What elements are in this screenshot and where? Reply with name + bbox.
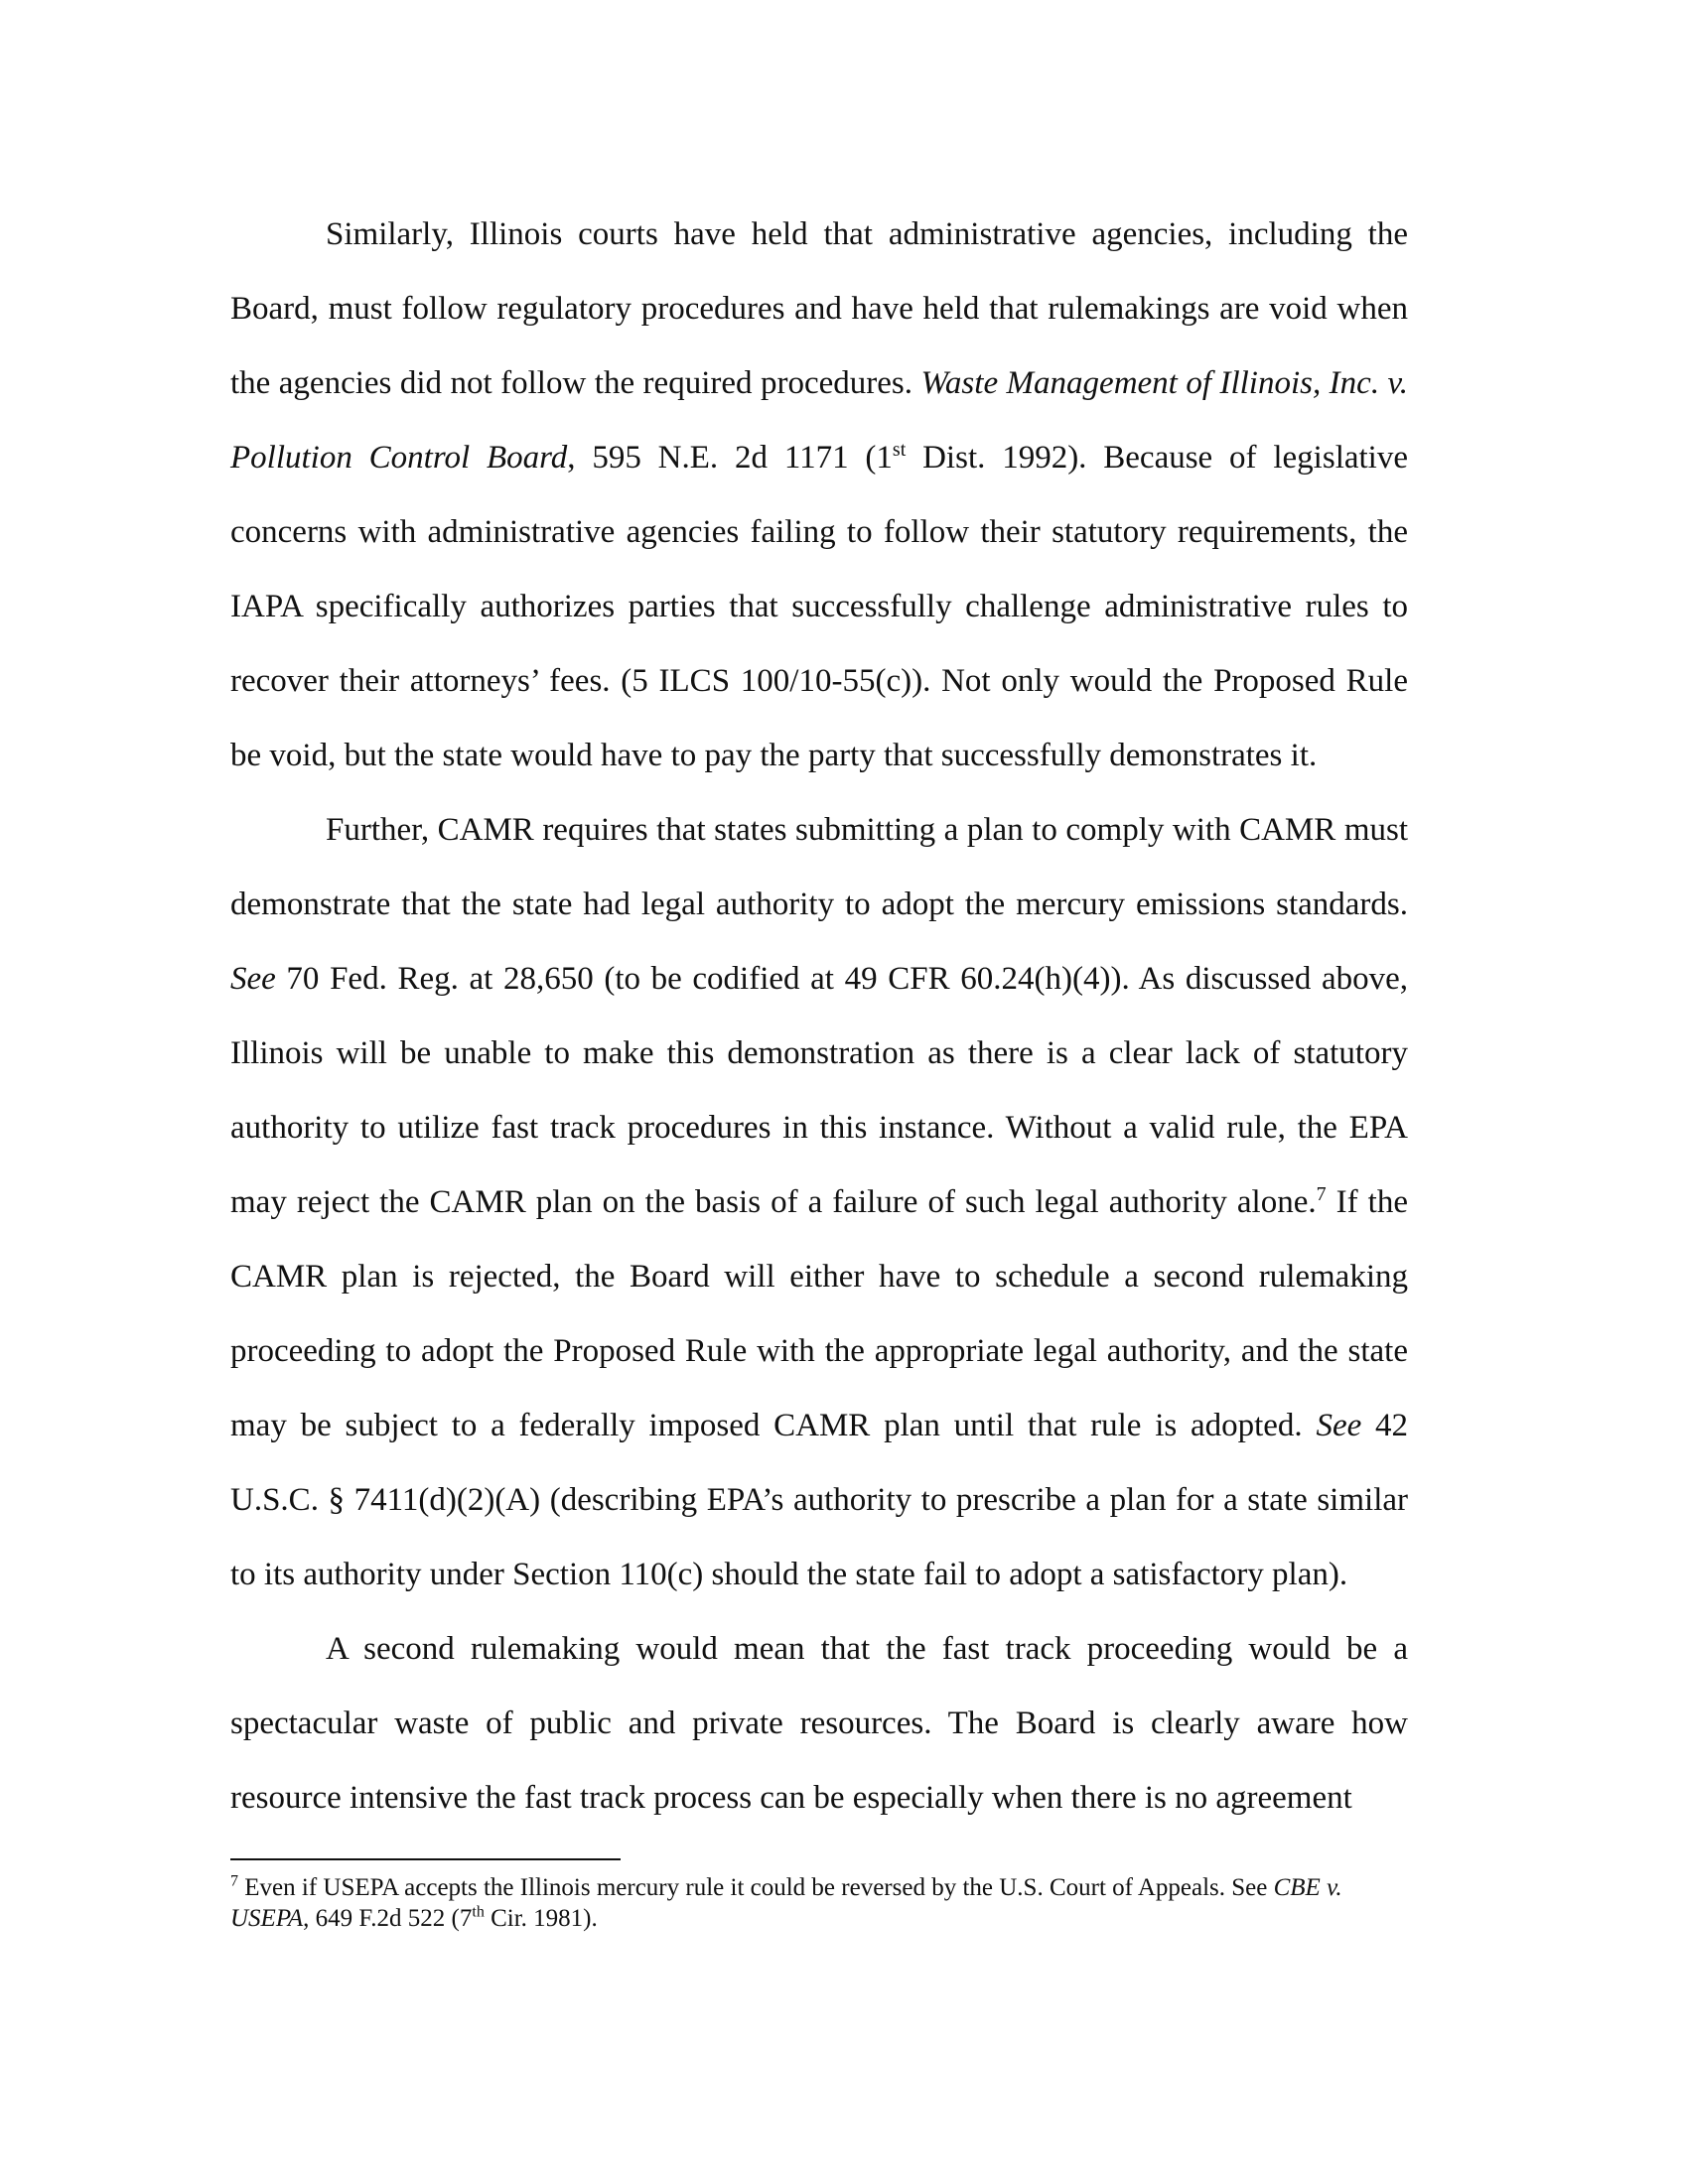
citation-signal: See bbox=[230, 961, 276, 997]
paragraph-text: Similarly, Illinois courts have held that administrative agencies, including the Board, must follow regulatory procedures and have held that rulemakings are void when the agencies did not follow the required procedures. bbox=[230, 216, 1408, 401]
paragraph-text: 70 Fed. Reg. at 28,650 (to be codified at 49 CFR 60.24(h)(4)). As discussed above, Illinois will be unable to make this demonstration as there is a clear lack of statutory authority to utilize fast track procedures in this instance. Without a valid rule, the EPA may reject the CAMR plan on the basis of a failure of such legal authority alone. bbox=[230, 961, 1408, 1220]
case-citation: CBE v. USEPA bbox=[230, 1874, 1342, 1932]
case-citation: Waste Management of Illinois, Inc. v. Pollution Control Board bbox=[230, 365, 1408, 476]
paragraph-text: If the CAMR plan is rejected, the Board will either have to schedule a second rulemaking proceeding to adopt the Proposed Rule with the appropriate legal authority, and the state may be subject to a federally imposed CAMR plan until that rule is adopted. bbox=[230, 1184, 1408, 1443]
footnote bbox=[230, 1872, 1408, 1934]
footnote-separator bbox=[230, 1858, 621, 1860]
paragraph-text: , 595 N.E. 2d 1171 (1 bbox=[567, 440, 893, 476]
ordinal-superscript: st bbox=[892, 439, 907, 461]
paragraph-text: 42 U.S.C. § 7411(d)(2)(A) (describing EPA’s authority to prescribe a plan for a state similar to its authority under Section 110(c) should the state fail to adopt a satisfactory plan). bbox=[230, 1408, 1408, 1592]
footnote-text bbox=[230, 1872, 1408, 1934]
footnote-span: Even if USEPA accepts the Illinois mercury rule it could be reversed by the U.S. Court of Appeals. See bbox=[238, 1874, 1274, 1901]
body-text bbox=[230, 198, 1408, 1836]
footnote-span: Cir. 1981). bbox=[484, 1905, 598, 1932]
ordinal-superscript: th bbox=[472, 1903, 485, 1921]
footnote-number: 7 bbox=[230, 1872, 238, 1890]
paragraph-text: Further, CAMR requires that states submitting a plan to comply with CAMR must demonstrate that the state had legal authority to adopt the mercury emissions standards. bbox=[230, 812, 1408, 922]
footnote-reference: 7 bbox=[1316, 1183, 1327, 1205]
paragraph-camr-legal-authority bbox=[230, 793, 1408, 1612]
citation-signal: See bbox=[1316, 1408, 1362, 1443]
paragraph-text: A second rulemaking would mean that the fast track proceeding would be a spectacular waste of public and private resources. The Board is clearly aware how resource intensive the fast track process can be especially when there is no agreement bbox=[230, 1631, 1408, 1816]
paragraph-text: Dist. 1992). Because of legislative concerns with administrative agencies failing to follow their statutory requirements, the IAPA specifically authorizes parties that successfully challenge administrative rules to recover their attorneys’ fees. (5 ILCS 100/10-55(c)). Not only would the Proposed Rule be void, but the state would have to pay the party that successfully demonstrates it. bbox=[230, 440, 1408, 773]
footnote-span: , 649 F.2d 522 (7 bbox=[303, 1905, 473, 1932]
paragraph-courts-void-rulemakings bbox=[230, 198, 1408, 793]
paragraph-second-rulemaking bbox=[230, 1612, 1408, 1836]
